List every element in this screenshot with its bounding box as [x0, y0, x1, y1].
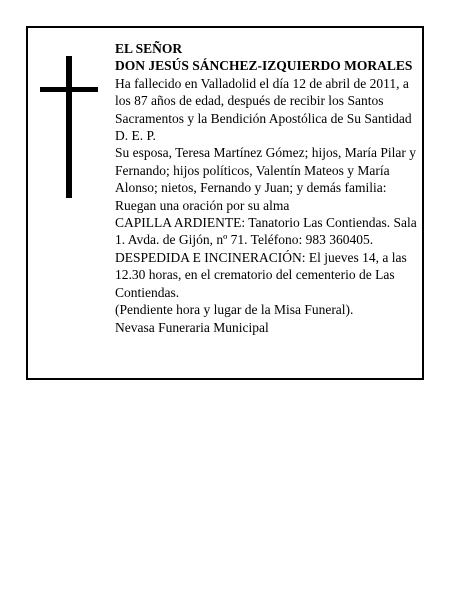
mass-note: (Pendiente hora y lugar de la Misa Funeral). — [115, 302, 354, 318]
deceased-name: DON JESÚS SÁNCHEZ-IZQUIERDO MORALES — [115, 58, 413, 74]
obituary-text — [115, 40, 423, 336]
chapel-info: CAPILLA ARDIENTE: Tanatorio Las Contiendas. Sala 1. Avda. de Gijón, nº 71. Teléfono: 983 360405. — [115, 215, 417, 248]
obituary-title: EL SEÑOR — [115, 41, 183, 56]
cross-icon — [40, 56, 98, 198]
death-announcement: Ha fallecido en Valladolid el día 12 de abril de 2011, a los 87 años de edad, después de recibir los Santos Sacramentos y la Bendición Apostólica de Su Santidad D. E. P. — [115, 75, 412, 144]
cross-horizontal-bar — [40, 87, 98, 92]
prayer-request: Ruegan una oración por su alma — [115, 197, 290, 213]
funeral-home: Nevasa Funeraria Municipal — [115, 319, 269, 335]
family-list: Su esposa, Teresa Martínez Gómez; hijos, María Pilar y Fernando; hijos políticos, Valentín Mateos y María Alonso; nietos, Fernando y Juan; y demás familia: — [115, 145, 416, 196]
obituary-notice — [26, 26, 424, 380]
farewell-info: DESPEDIDA E INCINERACIÓN: El jueves 14, a las 12.30 horas, en el crematorio del cementerio de Las Contiendas. — [115, 249, 407, 300]
cross-vertical-bar — [66, 56, 72, 198]
